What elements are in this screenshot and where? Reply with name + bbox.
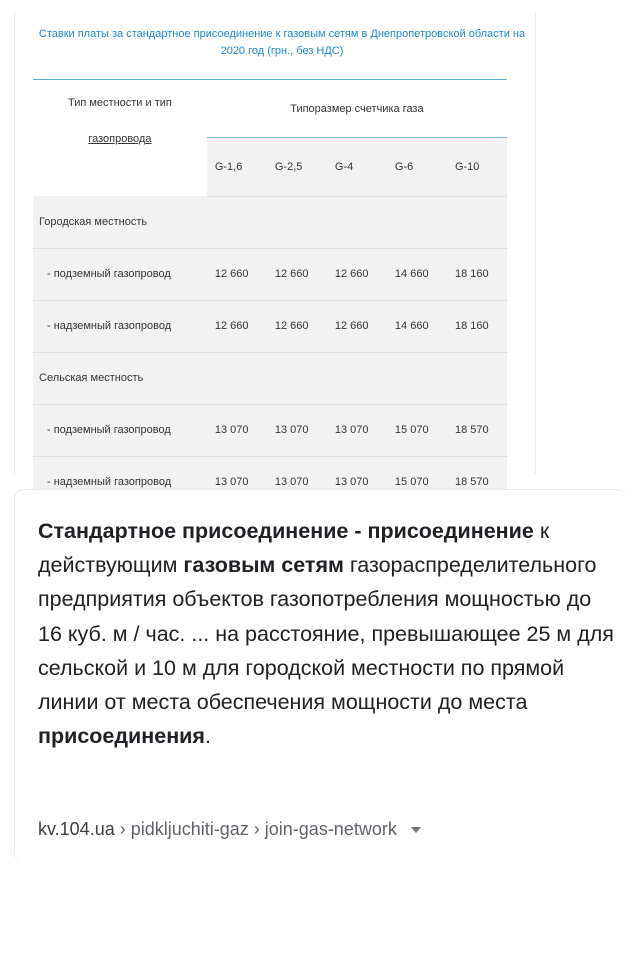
row-label: - надземный газопровод — [33, 300, 207, 352]
cell-value: 12 660 — [267, 248, 327, 300]
row-label: Сельская местность — [33, 352, 207, 404]
table-row — [33, 300, 507, 352]
cell-value: 18 570 — [454, 476, 489, 488]
row-label: - подземный газопровод — [33, 248, 207, 300]
source-domain[interactable]: kv.104.ua — [38, 819, 115, 839]
cell-value: 14 660 — [387, 248, 447, 300]
rates-table — [33, 80, 507, 508]
size-g16: G-1,6 — [207, 138, 267, 196]
row-label: - надземный газопровод — [47, 476, 172, 488]
gas-pipeline-link[interactable]: газопровод — [88, 133, 146, 145]
snippet-text: Стандартное присоединение - присоединение к действующим газовым сетям газораспределительного предприятия объектов газопотребления мощностью до 16 куб. м / час. ... на расстояние, превышающее 25 м для сельской и 10 м для городской местности по прямой линии от места обеспечения мощности до места присоединения. — [38, 519, 614, 749]
cell-value: 15 070 — [387, 404, 447, 456]
header-type — [33, 80, 207, 196]
table-row — [33, 404, 507, 456]
cell-value: 12 660 — [327, 300, 387, 352]
cell-value: 12 660 — [207, 248, 267, 300]
table-caption: Ставки платы за стандартное присоединение к газовым сетям в Днепропетровской области на 2020 год (грн., без НДС) — [38, 28, 526, 57]
cell-value: 13 070 — [334, 476, 369, 488]
snippet-bold-2: газовым сетям — [183, 553, 344, 578]
header-type-line2[interactable]: газопровода — [88, 133, 152, 145]
cell-value: 14 660 — [387, 300, 447, 352]
cell-value: 18 570 — [447, 404, 507, 456]
cell-value: 18 160 — [447, 248, 507, 300]
size-g25: G-2,5 — [267, 138, 327, 196]
table-row — [33, 352, 507, 404]
cell-value: 15 070 — [394, 476, 429, 488]
snippet-bold-3: присоединения — [38, 724, 205, 749]
size-g6: G-6 — [387, 138, 447, 196]
cell-value: 13 070 — [267, 404, 327, 456]
size-g10: G-10 — [447, 138, 507, 196]
cell-value: 13 070 — [274, 476, 309, 488]
cell-value: 12 660 — [267, 300, 327, 352]
snippet-bold-1: Стандартное присоединение - присоединение — [38, 519, 534, 543]
cell-value: 13 070 — [214, 476, 249, 488]
size-g4: G-4 — [327, 138, 387, 196]
header-size-title: Типоразмер счетчика газа — [207, 80, 507, 138]
cell-value: 12 660 — [327, 248, 387, 300]
row-label: - подземный газопровод — [33, 404, 207, 456]
cell-value: 12 660 — [207, 300, 267, 352]
header-type-line1: Тип местности и тип — [67, 97, 172, 109]
row-label: Городская местность — [33, 196, 207, 248]
source-citation[interactable] — [38, 819, 421, 840]
dropdown-arrow-icon[interactable] — [411, 827, 421, 833]
cell-value: 13 070 — [207, 404, 267, 456]
table-row — [33, 196, 507, 248]
cell-value: 13 070 — [327, 404, 387, 456]
cell-value: 18 160 — [447, 300, 507, 352]
table-row — [33, 248, 507, 300]
rates-table-image — [14, 12, 536, 488]
source-breadcrumb[interactable]: › pidkljuchiti-gaz › join-gas-network — [114, 819, 397, 839]
